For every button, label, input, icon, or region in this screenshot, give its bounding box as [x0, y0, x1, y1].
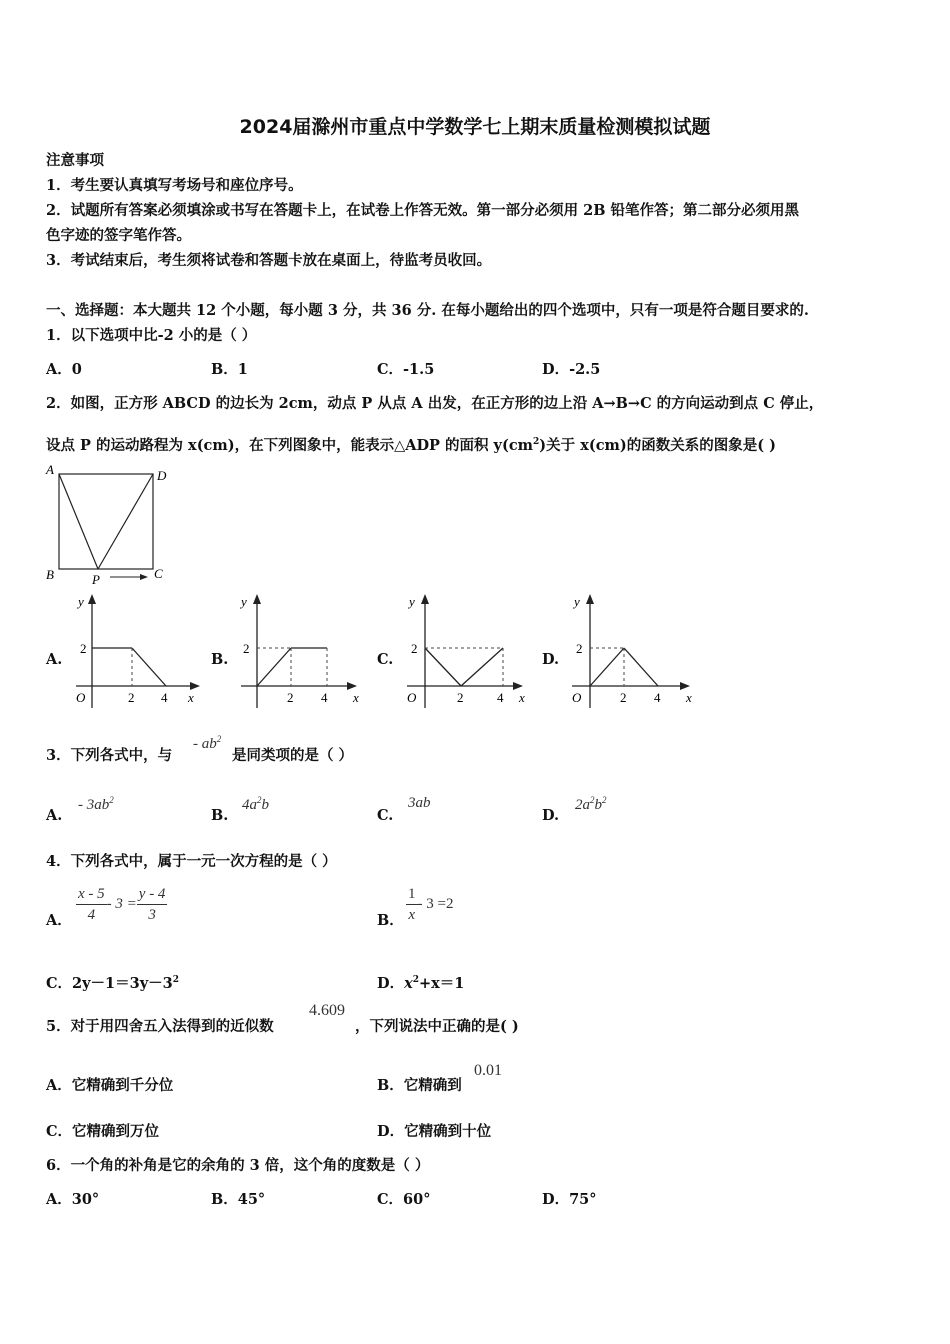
q1-option-c: C．-1.5: [377, 361, 435, 378]
svg-text:2: 2: [287, 690, 294, 705]
svg-text:2: 2: [80, 641, 87, 656]
graph-c: [397, 590, 537, 710]
svg-text:y: y: [78, 594, 84, 609]
notice-item-2-cont: 色字迹的签字笔作答。: [46, 227, 191, 244]
q6-stem: 6．一个角的补角是它的余角的 3 倍，这个角的度数是（ ）: [46, 1157, 430, 1174]
q3-stem-a: 3．下列各式中，与: [46, 747, 173, 764]
svg-text:y: y: [241, 594, 247, 609]
svg-text:y: y: [409, 594, 415, 609]
graph-b-line: [257, 648, 291, 686]
svg-text:2: 2: [576, 641, 583, 656]
q1-option-b: B．1: [211, 361, 248, 378]
notice-item-2: 2．试题所有答案必须填涂或书写在答题卡上，在试卷上作答无效。第一部分必须用 2B 铅笔作答；第二部分必须用黑: [46, 202, 800, 219]
svg-text:4: 4: [497, 690, 504, 705]
svg-text:2: 2: [457, 690, 464, 705]
q3-option-b: $4a^2b$: [242, 795, 269, 813]
graph-d-line: [590, 648, 624, 686]
q5-option-b: B．它精确到: [377, 1077, 462, 1094]
svg-text:O: O: [76, 690, 86, 705]
svg-text:2: 2: [243, 641, 250, 656]
q5-option-a: A．它精确到千分位: [46, 1077, 174, 1094]
q3-label-c: C.: [377, 807, 394, 824]
svg-text:2: 2: [620, 690, 627, 705]
graph-b: [231, 590, 371, 710]
q3-label-d: D.: [542, 807, 560, 824]
graph-a: [66, 590, 206, 710]
q3-label-b: B.: [211, 807, 229, 824]
q4-option-c: C．$2y-1=3y-3^2$: [46, 974, 180, 992]
q1-option-d: D．-2.5: [542, 361, 601, 378]
q1-option-a: A．0: [46, 361, 82, 378]
svg-text:4: 4: [321, 690, 328, 705]
q3-label-a: A.: [46, 807, 63, 824]
q3-option-d: $2a^2b^2$: [575, 795, 607, 813]
q6-option-d: D．75°: [542, 1191, 597, 1208]
q6-option-c: C．60°: [377, 1191, 431, 1208]
page-title: 2024届滁州市重点中学数学七上期末质量检测模拟试题: [239, 116, 711, 138]
notice-item-3: 3．考试结束后，考生须将试卷和答题卡放在桌面上，待监考员收回。: [46, 252, 492, 269]
q5-option-b-value: 0.01: [474, 1062, 502, 1079]
q6-option-a: A．30°: [46, 1191, 100, 1208]
label-d: D: [157, 468, 167, 483]
q3-stem-b: 是同类项的是（ ）: [232, 747, 354, 764]
q5-option-c: C．它精确到万位: [46, 1123, 160, 1140]
q4-option-b: $\frac{1}{x}$ - 3 =2: [408, 886, 454, 923]
q4-option-d: D．$x^2+x=1$: [377, 974, 465, 992]
svg-text:4: 4: [161, 690, 168, 705]
q5-stem-b: ，下列说法中正确的是( ): [355, 1018, 519, 1035]
q5-value: 4.609: [309, 1002, 345, 1019]
label-p: P: [92, 572, 100, 587]
q2-option-c: C.: [377, 651, 394, 668]
graph-c-line: [425, 648, 461, 686]
q3-option-a: - $3ab^2$: [78, 795, 114, 813]
svg-text:O: O: [572, 690, 582, 705]
q2-option-b: B.: [211, 651, 229, 668]
q4-stem: 4．下列各式中，属于一元一次方程的是（ ）: [46, 853, 337, 870]
q6-option-b: B．45°: [211, 1191, 266, 1208]
svg-text:x: x: [188, 690, 194, 705]
svg-text:x: x: [353, 690, 359, 705]
svg-text:2: 2: [411, 641, 418, 656]
q5-stem-a: 5．对于用四舍五入法得到的近似数: [46, 1018, 274, 1035]
q2-option-d: D.: [542, 651, 560, 668]
q3-option-c: 3ab: [408, 795, 431, 811]
q2-stem-line1: 2．如图，正方形 ABCD 的边长为 2cm，动点 P 从点 A 出发，在正方形的边上沿 A→B→C 的方向运动到点 C 停止，: [46, 395, 824, 412]
svg-text:y: y: [574, 594, 580, 609]
q4-option-a: $\frac{x - 5}{4}$ - 3 = $\frac{y - 4}{3}$: [78, 886, 166, 923]
motion-arrowhead: [140, 574, 148, 580]
svg-text:4: 4: [654, 690, 661, 705]
notice-item-1: 1．考生要认真填写考场号和座位序号。: [46, 177, 303, 194]
q3-expr: - $ab^2$: [193, 734, 222, 752]
label-b: B: [46, 567, 54, 582]
section-heading: 一、选择题：本大题共 12 个小题，每小题 3 分，共 36 分. 在每小题给出的四个选项中，只有一项是符合题目要求的.: [46, 302, 809, 319]
svg-text:O: O: [407, 690, 417, 705]
q4-label-b: B．: [377, 912, 404, 929]
q4-label-a: A．: [46, 912, 72, 929]
notice-heading: 注意事项: [46, 152, 104, 169]
label-a: A: [46, 462, 54, 477]
label-c: C: [154, 566, 163, 581]
segment-ap: [59, 474, 98, 569]
q2-option-a: A.: [46, 651, 63, 668]
svg-text:x: x: [519, 690, 525, 705]
q2-stem-line2: 设点 P 的运动路程为 x(cm)，在下列图象中，能表示△ADP 的面积 $y(cm^2)$关于 x(cm)的函数关系的图象是( ): [46, 436, 776, 454]
square-figure: [40, 462, 180, 590]
svg-text:2: 2: [128, 690, 135, 705]
graph-d: [562, 590, 702, 710]
q5-option-d: D．它精确到十位: [377, 1123, 492, 1140]
svg-text:x: x: [686, 690, 692, 705]
q1-stem: 1．以下选项中比-2 小的是（ ）: [46, 327, 257, 344]
segment-dp: [98, 474, 153, 569]
